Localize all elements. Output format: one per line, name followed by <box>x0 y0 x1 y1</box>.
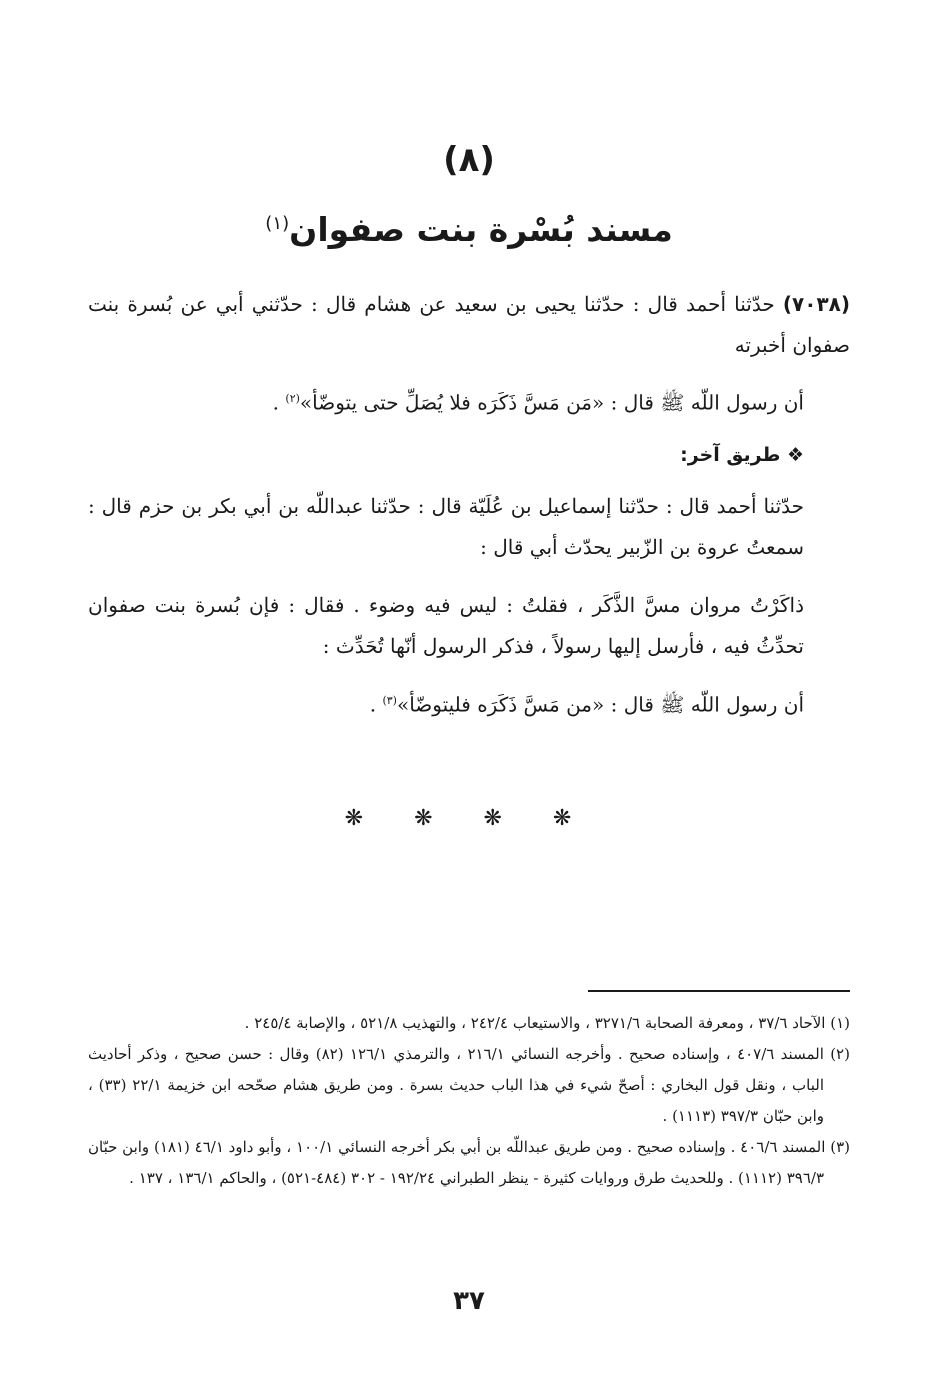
footnotes <box>88 1008 850 1194</box>
footnote-1: (١) الآحاد ٣٧/٦ ، ومعرفة الصحابة ٣٢٧١/٦ ، والاستيعاب ٢٤٢/٤ ، والتهذيب ٥٢١/٨ ، والإصابة ٢٤٥/٤ . <box>244 1014 850 1032</box>
other-route-heading <box>88 435 850 476</box>
footnote-2: (٢) المسند ٤٠٧/٦ ، وإسناده صحيح . وأخرجه النسائي ٢١٦/١ ، والترمذي ١٢٦/١ (٨٢) وقال : حسن صحيح ، وذكر أحاديث الباب ، ونقل قول البخاري : أصحّ شيء في هذا الباب حديث بسرة . ومن طريق هشام صحّحه ابن خزيمة ٢٢/١ (٣٣) ، وابن حبّان ٣٩٧/٣ (١١١٣) . <box>88 1045 850 1125</box>
footnote-ref: (١) <box>265 213 290 234</box>
footnote-3: (٣) المسند ٤٠٦/٦ . وإسناده صحيح . ومن طريق عبداللّه بن أبي بكر أخرجه النسائي ١٠٠/١ ، وأبو داود ٤٦/١ (١٨١) وابن حبّان ٣٩٦/٣ (١١١٢) . وللحديث طرق وروايات كثيرة - ينظر الطبراني ١٩٢/٢٤ - ٣٠٢ (٤٨٤-٥٢١) ، والحاكم ١٣٦/١ ، ١٣٧ . <box>88 1138 850 1187</box>
chapter-title-text: مسند بُسْرة بنت صفوان <box>289 210 673 249</box>
footnote-ref: (٢) <box>285 392 300 405</box>
other-route-isnad-text: حدّثنا أحمد قال : حدّثنا إسماعيل بن عُلَيّة قال : حدّثنا عبداللّه بن أبي بكر بن حزم قال : سمعتُ عروة بن الزّبير يحدّث أبي قال : <box>88 494 804 559</box>
hadith-matn-text: أن رسول اللّه ﷺ قال : «مَن مَسَّ ذَكَرَه فلا يُصَلِّ حتى يتوضّأ» <box>299 390 804 415</box>
other-route-matn <box>88 680 850 726</box>
footnote-divider <box>588 990 850 992</box>
other-route-matn-text: أن رسول اللّه ﷺ قال : «من مَسَّ ذَكَرَه فليتوضّأ» <box>396 692 804 717</box>
other-route-narrative-text: ذاكَرْتُ مروان مسَّ الذَّكَر ، فقلتُ : ليس فيه وضوء . فقال : فإن بُسرة بنت صفوان تحدِّثُ فيه ، فأرسل إليها رسولاً ، فذكر الرسول أنّها تُحَدِّث : <box>88 593 804 658</box>
hadith-isnad-text: حدّثنا أحمد قال : حدّثنا يحيى بن سعيد عن هشام قال : حدّثني أبي عن بُسرة بنت صفوان أخبرته <box>88 292 850 357</box>
page-number: ٣٧ <box>453 1286 485 1316</box>
section-separator: ❋ ❋ ❋ ❋ <box>344 806 594 831</box>
hadith-matn-end: . <box>272 390 286 415</box>
hadith-number: (٧٠٣٨) <box>782 292 851 316</box>
footnote-ref: (٣) <box>382 694 397 707</box>
chapter-number: (٨) <box>443 140 495 180</box>
hadith-isnad <box>88 284 850 366</box>
other-route-heading-text: ❖ طريق آخر: <box>680 444 804 466</box>
chapter-title <box>0 200 938 254</box>
other-route-narrative <box>88 585 850 667</box>
other-route-matn-end: . <box>369 692 383 717</box>
other-route-isnad <box>88 486 850 568</box>
hadith-matn <box>88 378 850 424</box>
